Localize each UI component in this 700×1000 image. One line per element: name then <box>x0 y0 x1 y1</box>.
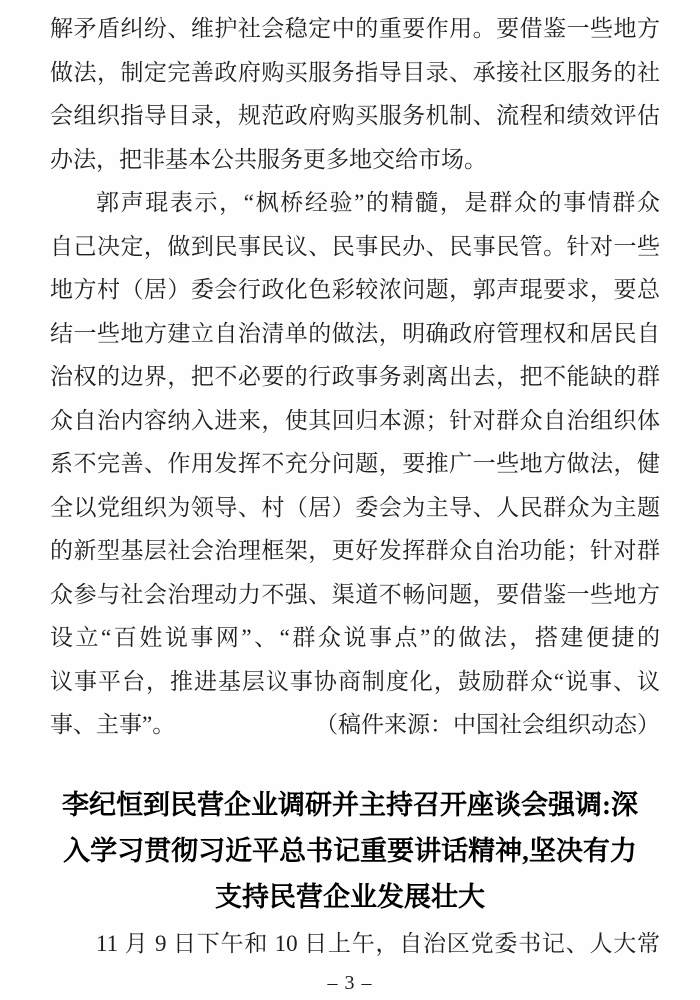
body-text-line: 设立“百姓说事网”、“群众说事点”的做法，搭建便捷的 <box>50 625 660 650</box>
article-heading <box>45 782 655 920</box>
heading-line: 支持民营企业发展壮大 <box>215 882 485 912</box>
body-text-line: 众自治内容纳入进来，使其回归本源；针对群众自治组织体 <box>50 407 660 433</box>
heading-line: 李纪恒到民营企业调研并主持召开座谈会强调:深 <box>62 790 638 820</box>
body-text-line: 办法，把非基本公共服务更多地交给市场。 <box>50 146 487 172</box>
body-text-line: 的新型基层社会治理框架，更好发挥群众自治功能；针对群 <box>50 538 660 563</box>
body-text-line: 解矛盾纠纷、维护社会稳定中的重要作用。要借鉴一些地方 <box>50 16 660 41</box>
body-text-line: 治权的边界，把不必要的行政事务剥离出去，把不能缺的群 <box>50 364 660 389</box>
body-text-line: 全以党组织为领导、村（居）委会为主导、人民群众为主题 <box>50 494 660 520</box>
body-text-line: 地方村（居）委会行政化色彩较浓问题，郭声琨要求，要总 <box>50 277 660 302</box>
body-text-line: 议事平台，推进基层议事协商制度化，鼓励群众“说事、议 <box>50 668 660 694</box>
body-text-line: 自己决定，做到民事民议、民事民办、民事民管。针对一些 <box>50 233 660 259</box>
closing-text: 事、主事”。 <box>50 712 176 737</box>
page-number: – 3 – <box>327 972 373 994</box>
body-text-line: 众参与社会治理动力不强、渠道不畅问题，要借鉴一些地方 <box>50 581 660 607</box>
paragraph-closing-line <box>50 703 660 747</box>
body-text-block <box>50 7 660 703</box>
heading-line: 入学习贯彻习近平总书记重要讲话精神,坚决有力 <box>63 836 637 866</box>
next-paragraph-first-line: 11 月 9 日下午和 10 日上午，自治区党委书记、人大常 <box>96 931 660 956</box>
body-text-line: 做法，制定完善政府购买服务指导目录、承接社区服务的社 <box>50 59 660 85</box>
body-text-line: 系不完善、作用发挥不充分问题，要推广一些地方做法，健 <box>50 451 660 476</box>
source-attribution: （稿件来源：中国社会组织动态） <box>315 712 660 737</box>
body-text-line: 郭声琨表示，“枫桥经验”的精髓，是群众的事情群众 <box>96 190 660 215</box>
body-text-line: 结一些地方建立自治清单的做法，明确政府管理权和居民自 <box>50 320 660 346</box>
body-text-line: 会组织指导目录，规范政府购买服务机制、流程和绩效评估 <box>50 103 660 128</box>
